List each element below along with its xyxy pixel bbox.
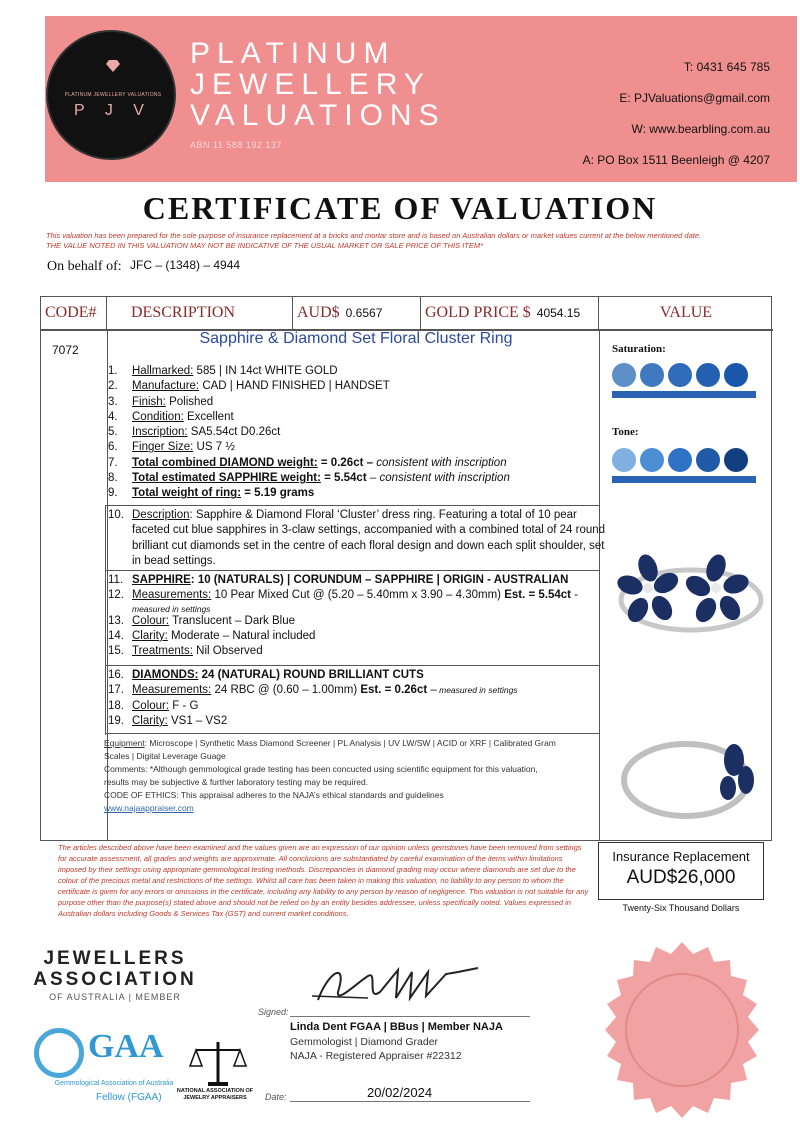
- saturation-label: Saturation:: [612, 343, 666, 355]
- section-divider: [105, 665, 599, 666]
- detail-row: 4. Condition: Excellent: [108, 410, 234, 423]
- certificate-title: CERTIFICATE OF VALUATION: [142, 190, 658, 226]
- brand-line: VALUATIONS: [190, 99, 446, 132]
- saturation-scale-graphic: [610, 360, 760, 402]
- appraiser-registration: NAJA - Registered Appraiser #22312: [290, 1050, 462, 1062]
- brand-name: [190, 38, 446, 131]
- behalf-label: On behalf of:: [47, 259, 122, 274]
- date-label: Date:: [265, 1092, 287, 1102]
- abn-number: ABN 11 588 192 137: [190, 140, 282, 150]
- date-line: [290, 1101, 530, 1102]
- detail-row: 2. Manufacture: CAD | HAND FINISHED | HANDSET: [108, 380, 390, 393]
- brand-line: PLATINUM: [190, 37, 396, 70]
- contact-website[interactable]: W: www.bearbling.com.au: [631, 122, 770, 136]
- detail-row: 6. Finger Size: US 7 ½: [108, 441, 235, 454]
- logo-ring-text: PLATINUM JEWELLERY VALUATIONS: [64, 92, 162, 98]
- detail-row: 5. Inscription: SA5.54ct D0.26ct: [108, 426, 281, 439]
- section-divider: [105, 505, 599, 506]
- gaa-logo: GAA: [88, 1028, 164, 1065]
- signature-line: [290, 1016, 530, 1017]
- code-header: CODE#: [41, 297, 107, 329]
- disclaimer-line: This valuation has been prepared for the sole purpose of insurance replacement at a bricks and mortar store and is based on Australian dollars or market values current at the below mentioned date.: [46, 231, 702, 240]
- equipment-notes: Equipment: Microscope | Synthetic Mass Diamond Screener | PL Analysis | UV LW/SW | ACID or XRF | Calibrated Gram Scales | Digital Leverage Guage Comments: *Although gemmological grade testing has been concucted using scientific equipment for this valuation, results may be subjective & further laboratory testing may be required. CODE OF ETHICS: This appraisal adheres to the NAJA’s ethical standards and guidelines www.najaappraiser.com: [104, 738, 556, 813]
- description-row: 10. Description: Sapphire & Diamond Floral ‘Cluster’ dress ring. Featuring a total of 10 pear faceted cut blue sapphires in 3-claw settings, accompanied with a combined total of 24 round brilliant cut diamonds set in the centre of each floral design and down each split shoulder, set in bead settings.: [108, 509, 606, 567]
- gold-label: GOLD PRICE $: [425, 304, 531, 321]
- item-code: 7072: [52, 343, 79, 357]
- section-divider: [105, 733, 599, 734]
- ring-top-photo: [616, 540, 766, 640]
- detail-row: 3. Finish: Polished: [108, 395, 214, 408]
- detail-row: 7. Total combined DIAMOND weight: = 0.26ct – consistent with inscription: [108, 456, 507, 469]
- naja-link[interactable]: www.najaappraiser.com: [104, 803, 194, 813]
- ring-side-photo: [616, 720, 766, 820]
- tone-label: Tone:: [612, 426, 639, 438]
- brand-line: JEWELLERY: [190, 68, 431, 101]
- detail-row: 1. Hallmarked: 585 | IN 14ct WHITE GOLD: [108, 365, 338, 377]
- aud-header: [293, 297, 421, 329]
- contact-email[interactable]: E: PJValuations@gmail.com: [619, 91, 770, 105]
- gold-price-header: [421, 297, 599, 329]
- detail-row: 8. Total estimated SAPPHIRE weight: = 5.54ct – consistent with inscription: [108, 472, 510, 485]
- item-details: [108, 364, 510, 502]
- aud-label: AUD$: [297, 304, 340, 321]
- description-header: DESCRIPTION: [107, 297, 293, 329]
- jaa-logo: JEWELLERS ASSOCIATION: [33, 948, 197, 990]
- scales-icon: [178, 1038, 258, 1088]
- value-header: VALUE: [659, 304, 713, 321]
- section-divider: [105, 570, 599, 571]
- gaa-subtitle: Gemmological Association of Australia: [54, 1080, 174, 1087]
- gaa-emblem-icon: [34, 1028, 84, 1078]
- detail-row: 9. Total weight of ring: = 5.19 grams: [108, 487, 315, 500]
- jaa-member: OF AUSTRALIA | MEMBER: [49, 992, 181, 1002]
- disclaimer: [46, 231, 776, 251]
- seal-stamp-icon: [587, 940, 777, 1120]
- aud-value: 0.6567: [345, 306, 383, 320]
- terms-notes: The articles described above have been examined and the values given are an expression of our opinion unless gemstones have been removed from settings for accurate assessment, all grades and weights are approximate. All conclusions are substantiated by careful examination of the items within limitations imposed by their settings using appropriate gemmological testing methods. Discrepancies in diamond grading may occur where diamonds are set due to the colour of the precious metal and restrictions of the settings. Whilst all care has been taken in making this valuation, no liability to any person to whom the certificate is given for any errors or omissions in the certificate, including any liability to any person by reason of negligence. This valuation is not suitable for any purpose other than the purpose(s) stated above and should not be relied on by an entity besides addressee, unless specifically noted. Values expressed in Australian dollars including Goods & Services Tax (GST) and current market conditions.: [58, 843, 589, 918]
- behalf-value: JFC – (1348) – 4944: [130, 258, 241, 272]
- sapphire-section: 11. SAPPHIRE: 10 (NATURALS) | CORUNDUM – SAPPHIRE | ORIGIN - AUSTRALIAN 12. Measurements: 10 Pear Mixed Cut @ (5.20 – 5.40mm x 3.90 – 4.30mm) Est. = 5.54ct - measured in settings 13. Colour: Translucent – Dark Blue 14. Clarity: Moderate – Natural included 15. Treatments: Nil Observed: [108, 574, 579, 658]
- section-left-border: [105, 505, 106, 735]
- item-title: Sapphire & Diamond Set Floral Cluster Ring: [199, 330, 513, 347]
- diamond-section: 16. DIAMONDS: 24 (NATURAL) ROUND BRILLIANT CUTS 17. Measurements: 24 RBC @ (0.60 – 1.00mm) Est. = 0.26ct – measured in settings 18. Colour: F - G 19. Clarity: VS1 – VS2: [108, 669, 518, 727]
- gold-value: 4054.15: [536, 306, 581, 320]
- diamond-gem-icon: [106, 60, 120, 72]
- gaa-fellow: Fellow (FGAA): [96, 1092, 162, 1103]
- valuation-date: 20/02/2024: [367, 1085, 433, 1100]
- pjv-logo: [46, 30, 176, 160]
- appraiser-name: Linda Dent FGAA | BBus | Member NAJA: [290, 1021, 503, 1033]
- insurance-label: Insurance Replacement: [612, 849, 750, 864]
- value-column-divider: [599, 329, 600, 840]
- contact-phone: T: 0431 645 785: [683, 60, 770, 74]
- handwritten-signature: [308, 952, 488, 1016]
- tone-scale-graphic: [610, 445, 760, 487]
- logo-letters: P J V: [74, 102, 152, 119]
- disclaimer-line: THE VALUE NOTED IN THIS VALUATION MAY NOT BE INDICATIVE OF THE USUAL MARKET OR SALE PRICE OF THIS ITEM*: [46, 241, 484, 250]
- naja-logo-text: NATIONAL ASSOCIATION OF JEWELRY APPRAISERS: [176, 1088, 254, 1101]
- signed-label: Signed:: [258, 1007, 289, 1017]
- insurance-value: AUD$26,000: [626, 867, 736, 888]
- contact-address: A: PO Box 1511 Beenleigh @ 4207: [582, 153, 770, 167]
- appraiser-role: Gemmologist | Diamond Grader: [290, 1036, 439, 1048]
- insurance-replacement-box: [598, 842, 764, 900]
- insurance-value-words: Twenty-Six Thousand Dollars: [622, 903, 740, 913]
